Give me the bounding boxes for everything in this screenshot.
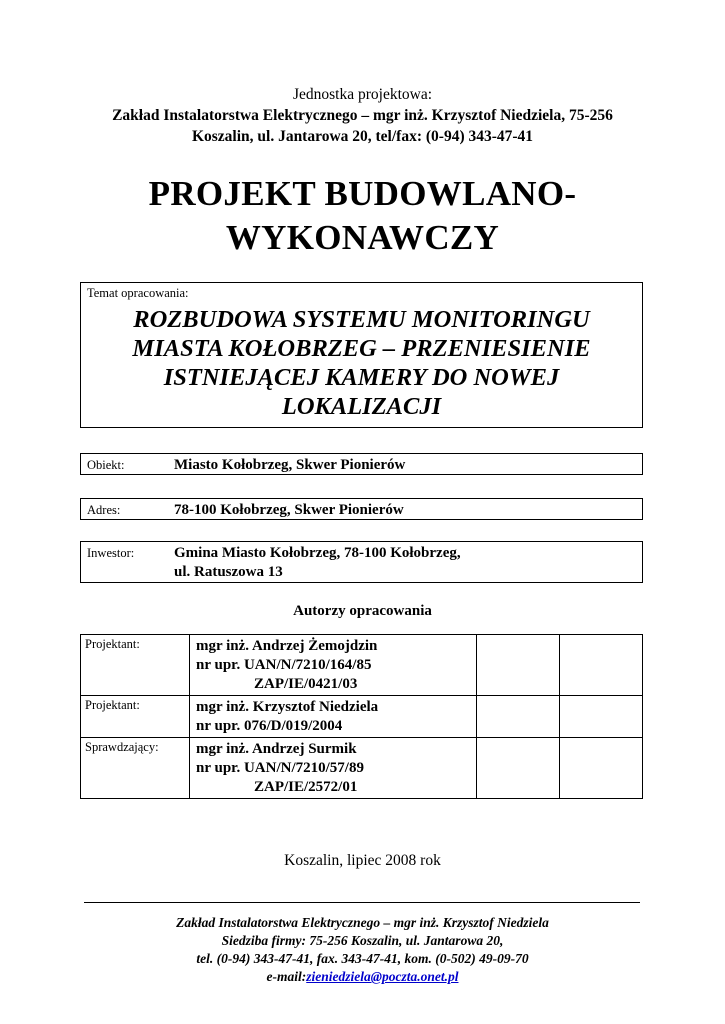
design-unit-line-2: Koszalin, ul. Jantarowa 20, tel/fax: (0-94) 343-47-41: [191, 128, 534, 145]
document-title-line-1: PROJEKT BUDOWLANO-: [148, 174, 577, 213]
author-role: Sprawdzający:: [81, 738, 190, 799]
author-license-secondary: ZAP/IE/2572/01: [254, 779, 358, 795]
date-cell: [560, 696, 643, 738]
signature-cell: [477, 635, 560, 696]
author-license: nr upr. UAN/N/7210/164/85: [196, 657, 372, 673]
author-license: nr upr. 076/D/019/2004: [196, 718, 343, 734]
object-box: [80, 453, 643, 475]
author-license: nr upr. UAN/N/7210/57/89: [196, 760, 364, 776]
design-unit-line-1: Zakład Instalatorstwa Elektrycznego – mgr inż. Krzysztof Niedziela, 75-256: [112, 107, 613, 124]
topic-line-4: LOKALIZACJI: [281, 393, 442, 420]
document-title-line-2: WYKONAWCZY: [225, 218, 500, 257]
table-row: [81, 696, 643, 738]
topic-label: Temat opracowania:: [87, 286, 189, 300]
document-title: [0, 172, 725, 260]
author-name: mgr inż. Andrzej Surmik: [196, 741, 357, 757]
footer: [0, 914, 725, 986]
investor-label: Inwestor:: [87, 546, 135, 560]
object-label: Obiekt:: [87, 458, 125, 472]
date-cell: [560, 635, 643, 696]
footer-line-3: tel. (0-94) 343-47-41, fax. 343-47-41, kom. (0-502) 49-09-70: [196, 951, 529, 966]
place-date: Koszalin, lipiec 2008 rok: [284, 852, 441, 869]
signature-cell: [477, 696, 560, 738]
object-value: Miasto Kołobrzeg, Skwer Pionierów: [174, 457, 406, 473]
topic-text: [81, 305, 642, 421]
author-license-secondary: ZAP/IE/0421/03: [254, 676, 358, 692]
topic-line-3: ISTNIEJĄCEJ KAMERY DO NOWEJ: [163, 364, 560, 391]
authors-table: [80, 634, 643, 799]
address-box: [80, 498, 643, 520]
investor-box: [80, 541, 643, 583]
footer-divider: [84, 902, 640, 903]
investor-line-2: ul. Ratuszowa 13: [174, 564, 283, 580]
date-cell: [560, 738, 643, 799]
design-unit-label: Jednostka projektowa:: [292, 86, 433, 103]
address-value: 78-100 Kołobrzeg, Skwer Pionierów: [174, 502, 404, 518]
authors-heading: Autorzy opracowania: [293, 603, 432, 619]
table-row: [81, 738, 643, 799]
footer-line-1: Zakład Instalatorstwa Elektrycznego – mgr inż. Krzysztof Niedziela: [176, 915, 549, 930]
author-details: [190, 696, 477, 738]
email-link[interactable]: zieniedziela@poczta.onet.pl: [306, 969, 459, 984]
investor-line-1: Gmina Miasto Kołobrzeg, 78-100 Kołobrzeg,: [174, 545, 461, 561]
topic-line-2: MIASTA KOŁOBRZEG – PRZENIESIENIE: [132, 335, 591, 362]
author-role: Projektant:: [81, 635, 190, 696]
author-name: mgr inż. Krzysztof Niedziela: [196, 699, 379, 715]
author-name: mgr inż. Andrzej Żemojdzin: [196, 638, 378, 654]
design-unit-header: [0, 84, 725, 147]
footer-email-line: [0, 968, 725, 986]
author-role: Projektant:: [81, 696, 190, 738]
author-details: [190, 635, 477, 696]
topic-box: [80, 282, 643, 428]
author-details: [190, 738, 477, 799]
email-label: e-mail:: [266, 969, 307, 984]
address-label: Adres:: [87, 503, 121, 517]
signature-cell: [477, 738, 560, 799]
footer-line-2: Siedziba firmy: 75-256 Koszalin, ul. Jantarowa 20,: [221, 933, 504, 948]
investor-value: [174, 544, 461, 582]
table-row: [81, 635, 643, 696]
topic-line-1: ROZBUDOWA SYSTEMU MONITORINGU: [133, 306, 590, 333]
